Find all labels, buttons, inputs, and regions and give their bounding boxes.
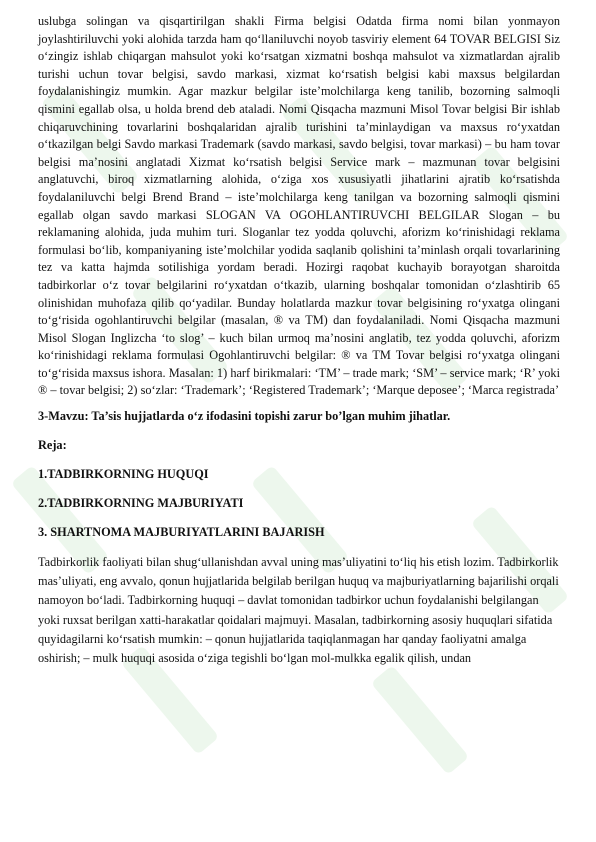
plan-item-2: 2.TADBIRKORNING MAJBURIYATI bbox=[38, 496, 244, 511]
plan-item-1: 1.TADBIRKORNING HUQUQI bbox=[38, 467, 209, 482]
document-page bbox=[38, 13, 560, 668]
body-paragraph-trademarks: uslubga solingan va qisqartirilgan shakli Firma belgisi Odatda firma nomi bilan yonmayon joylashtiriluvchi yoki alohida tarzda ham qo‘llaniluvchi noyob tasviriy element 64 TOVAR BELGISI Siz o‘zingiz ishlab chiqargan mahsulot yoki ko‘rsatgan xizmatni boshqa mahsulot va xizmatlardan ajralib turishi uchun tovar belgisi, savdo markasi, xizmat ko‘rsatish belgisi kabi maxsus belgilardan foydalanishingiz mumkin. Agar mazkur belgilar iste’molchilarga keng tanilib, bozorning salmoqli qismini egallab olsa, u holda brend deb ataladi. Nomi Qisqacha mazmuni Misol Tovar belgisi Bir ishlab chiqaruvchining tovarlarini boshqalaridan ajralib turishini ta’minlaydigan va maxsus ro‘yxatdan o‘tkazilgan belgi Savdo markasi Trademark (savdo markasi, savdo belgisi, tovar markasi) – bu ham tovar belgisi ma’nosini anglatadi Xizmat ko‘rsatish belgisi Service mark – mazmunan tovar belgisini anglatuvchi, biroq xizmatlarning alohida, o‘ziga xos xususiyatli jihatlarini ajratib ko‘rsatishda foydalaniluvchi belgi Brend Brand – iste’molchilarga keng tanilgan va bozorning salmoqli qismini egallab olgan savdo markasi SLOGAN VA OGOHLANTIRUVCHI BELGILAR Slogan – bu reklamaning alohida, juda muhim turi. Sloganlar tez yodda qoluvchi, aforizm ko‘rinishidagi reklama formulasi bo‘lib, kompaniyaning iste’molchilar yodida saqlanib qolishini ta’minlash orqali tovarlarining tez va katta hajmda sotilishiga yordam beradi. Hozirgi raqobat kuchayib borayotgan sharoitda tadbirkorlar o‘z tovar belgilarini ro‘yxatdan o‘tkazib, ularning boshqalar tomonidan o‘zlashtirib 65 olinishidan muhofaza qilib qo‘yadilar. Bunday holatlarda mazkur tovar belgisining ro‘yxatga olingani to‘g‘risida ogohlantiruvchi belgilar (masalan, ® va TM) dan foydalaniladi. Nomi Qisqacha mazmuni Misol Slogan Inglizcha ‘to slog’ – kuch bilan urmoq ma’nosini anglatib, tez yodda qoluvchi, aforizm ko‘rinishidagi reklama formulasi Ogohlantiruvchi belgilar: ® va TM Tovar belgisi ro‘yxatga olingani to‘g‘risida maxsus ishora. Masalan: 1) harf birikmalari: ‘TM’ – trade mark; ‘SM’ – service mark; ‘R’ yoki ® – tovar belgisi; 2) so‘zlar: ‘Trademark’; ‘Registered Trademark’; ‘Marque deposee’; ‘Marca registrada’ bbox=[38, 14, 560, 398]
plan-item-3: 3. SHARTNOMA MAJBURIYATLARINI BAJARISH bbox=[38, 525, 325, 540]
topic-heading: 3-Mavzu: Ta’sis hujjatlarda o‘z ifodasini topishi zarur bo’lgan muhim jihatlar. bbox=[38, 409, 451, 424]
plan-label: Reja: bbox=[38, 438, 67, 453]
watermark-stripe bbox=[371, 665, 470, 775]
body-paragraph-entrepreneur-rights: Tadbirkorlik faoliyati bilan shug‘ullanishdan avval uning mas’uliyatini to‘liq his etish lozim. Tadbirkorlik mas’uliyati, eng avvalo, qonun hujjatlarida belgilab berilgan huquq va majburiyatlarning bajarilishi orqali namoyon bo‘ladi. Tadbirkorning huquqi – davlat tomonidan tadbirkor uchun foydalanishi belgilangan yoki ruxsat berilgan xatti-harakatlar qoidalari majmuyi. Masalan, tadbirkorning asosiy huquqlari sifatida quyidagilarni ko‘rsatish mumkin: – qonun hujjatlarida taqiqlanmagan har qanday faoliyatni amalga oshirish; – mulk huquqi asosida o‘ziga tegishli bo‘lgan mol-mulkka egalik qilish, undan bbox=[38, 555, 559, 666]
